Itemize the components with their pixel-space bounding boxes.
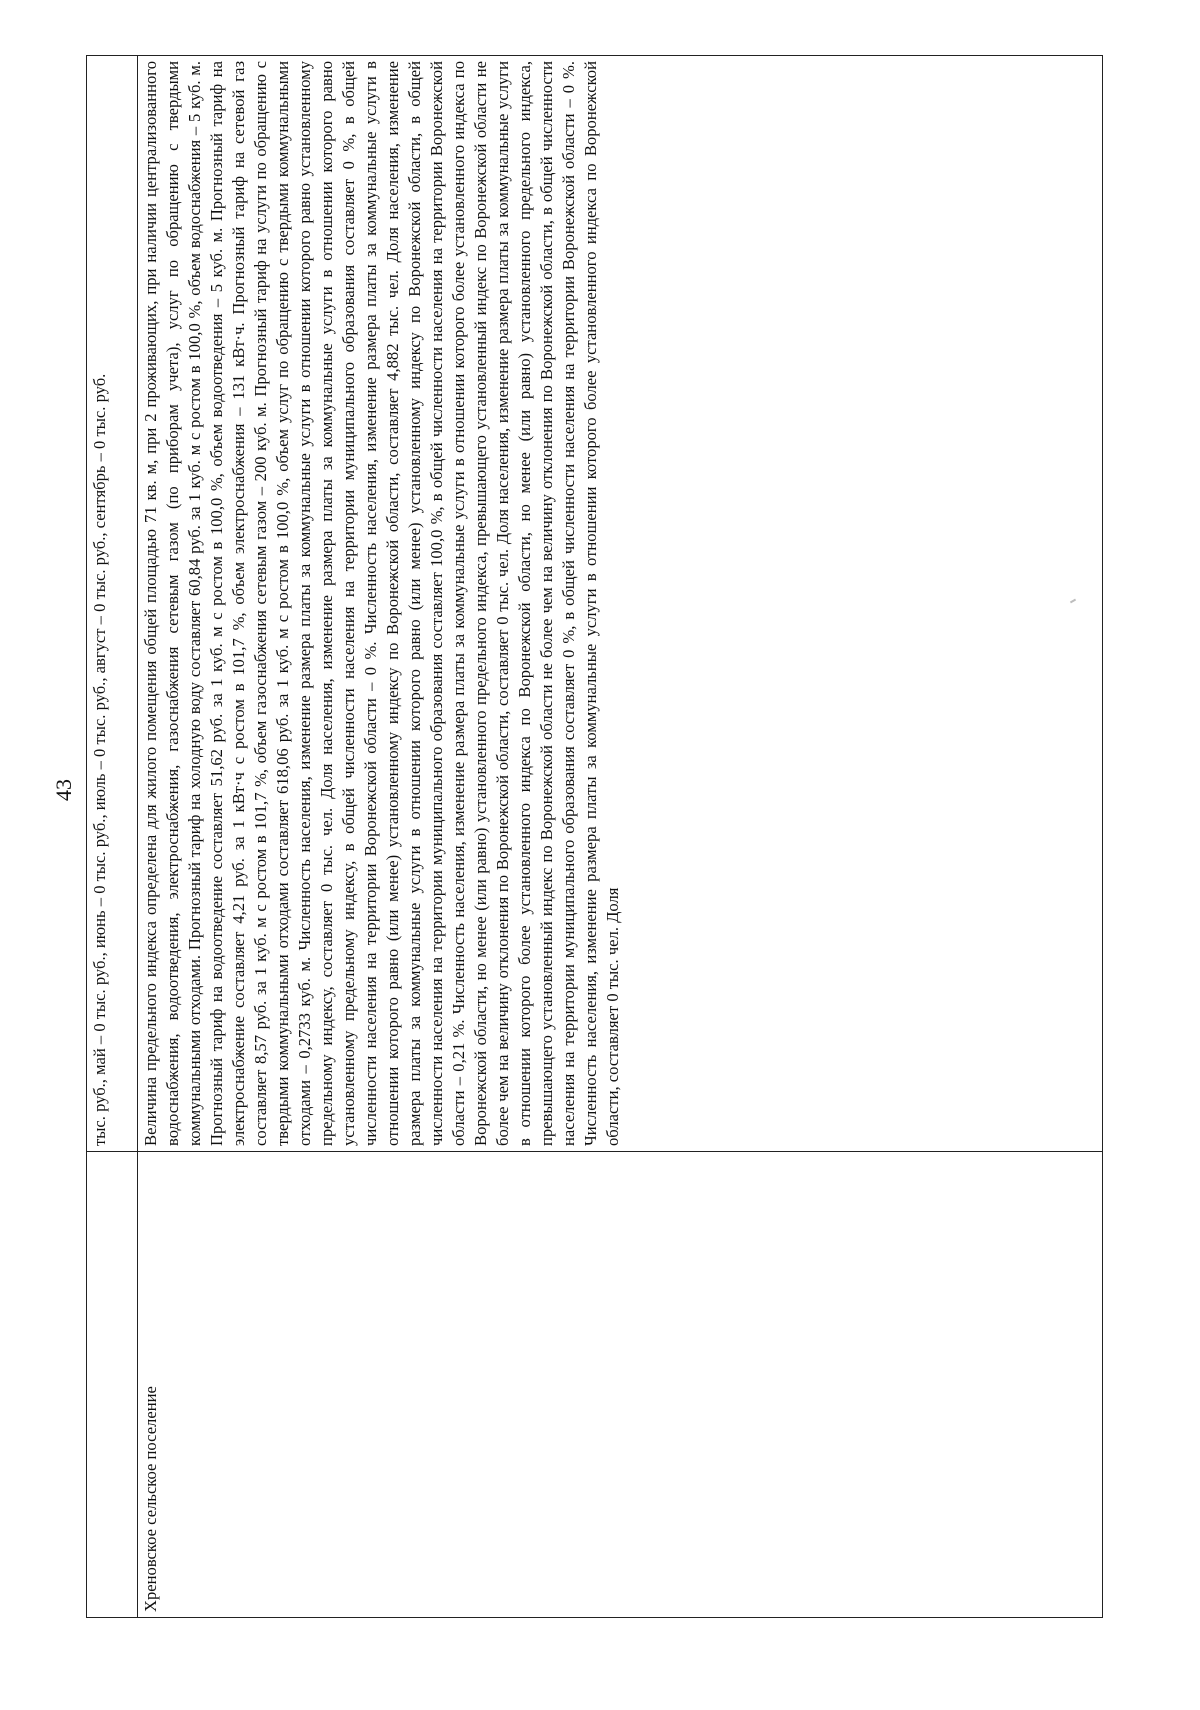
rotated-table-inner [86, 61, 1116, 1618]
table-row-continued [87, 56, 138, 1618]
tariff-index-table [86, 55, 1103, 1618]
prev-description-text: тыс. руб., май – 0 тыс. руб., июнь – 0 тыс. руб., июль – 0 тыс. руб., август – 0 тыс. руб., сентябрь – 0 тыс. руб. [90, 373, 109, 1146]
cell-prev-description [87, 56, 138, 1152]
page-number: 43 [51, 779, 76, 801]
cell-index-description [138, 56, 1103, 1152]
rotated-table-area [86, 61, 1116, 1618]
cell-municipality-name: Хреновское сельское поселение [138, 1152, 1103, 1618]
cell-prev-municipality [87, 1152, 138, 1618]
index-description-text: Величина предельного индекса определена для жилого помещения общей площадью 71 кв. м, при 2 проживающих, при наличии централизованного водоснабжения, водоотведения, электроснабжения, газоснабжения сетевым газом (по приборам учета), услуг по обращению с твердыми коммунальными отходами. Прогнозный тариф на холодную воду составляет 60,84 руб. за 1 куб. м с ростом в 100,0 %, объем водоснабжения – 5 куб. м. Прогнозный тариф на водоотведение составляет 51,62 руб. за 1 куб. м с ростом в 100,0 %, объем водоотведения – 5 куб. м. Прогнозный тариф на электроснабжение составляет 4,21 руб. за 1 кВт·ч с ростом в 101,7 %, объем электроснабжения – 131 кВт·ч. Прогнозный тариф на сетевой газ составляет 8,57 руб. за 1 куб. м с ростом в 101,7 %, объем газоснабжения сетевым газом – 200 куб. м. Прогнозный тариф на услуги по обращению с твердыми коммунальными отходами составляет 618,06 руб. за 1 куб. м с ростом в 100,0 %, объем услуг по обращению с твердыми коммунальными отходами – 0,2733 куб. м. Численность населения, изменение размера платы за коммунальные услуги в отношении которого равно установленному предельному индексу, составляет 0 тыс. чел. Доля населения, изменение размера платы за коммунальные услуги в отношении которого равно установленному предельному индексу, в общей численности населения на территории муниципального образования составляет 0 %, в общей численности населения на территории Воронежской области – 0 %. Численность населения, изменение размера платы за коммунальные услуги в отношении которого равно (или менее) установленному индексу по Воронежской области, составляет 4,882 тыс. чел. Доля населения, изменение размера платы за коммунальные услуги в отношении которого равно (или менее) установленному индексу по Воронежской области, в общей численности населения на территории муниципального образования составляет 100,0 %, в общей численности населения на территории Воронежской области – 0,21 %. Численность населения, изменение размера платы за коммунальные услуги в отношении которого более установленного индекса по Воронежской области, но менее (или равно) установленного предельного индекса, превышающего установленный индекс по Воронежской области не более чем на величину отклонения по Воронежской области, составляет 0 тыс. чел. Доля населения, изменение размера платы за коммунальные услуги в отношении которого более установленного индекса по Воронежской области, но менее (или равно) установленного предельного индекса, превышающего установленный индекс по Воронежской области не более чем на величину отклонения по Воронежской области, в общей численности населения на территории муниципального образования составляет 0 %, в общей численности населения на территории Воронежской области – 0 %. Численность населения, изменение размера платы за коммунальные услуги в отношении которого более установленного индекса по Воронежской области, составляет 0 тыс. чел. Доля [141, 61, 622, 1146]
table-row [138, 56, 1103, 1618]
